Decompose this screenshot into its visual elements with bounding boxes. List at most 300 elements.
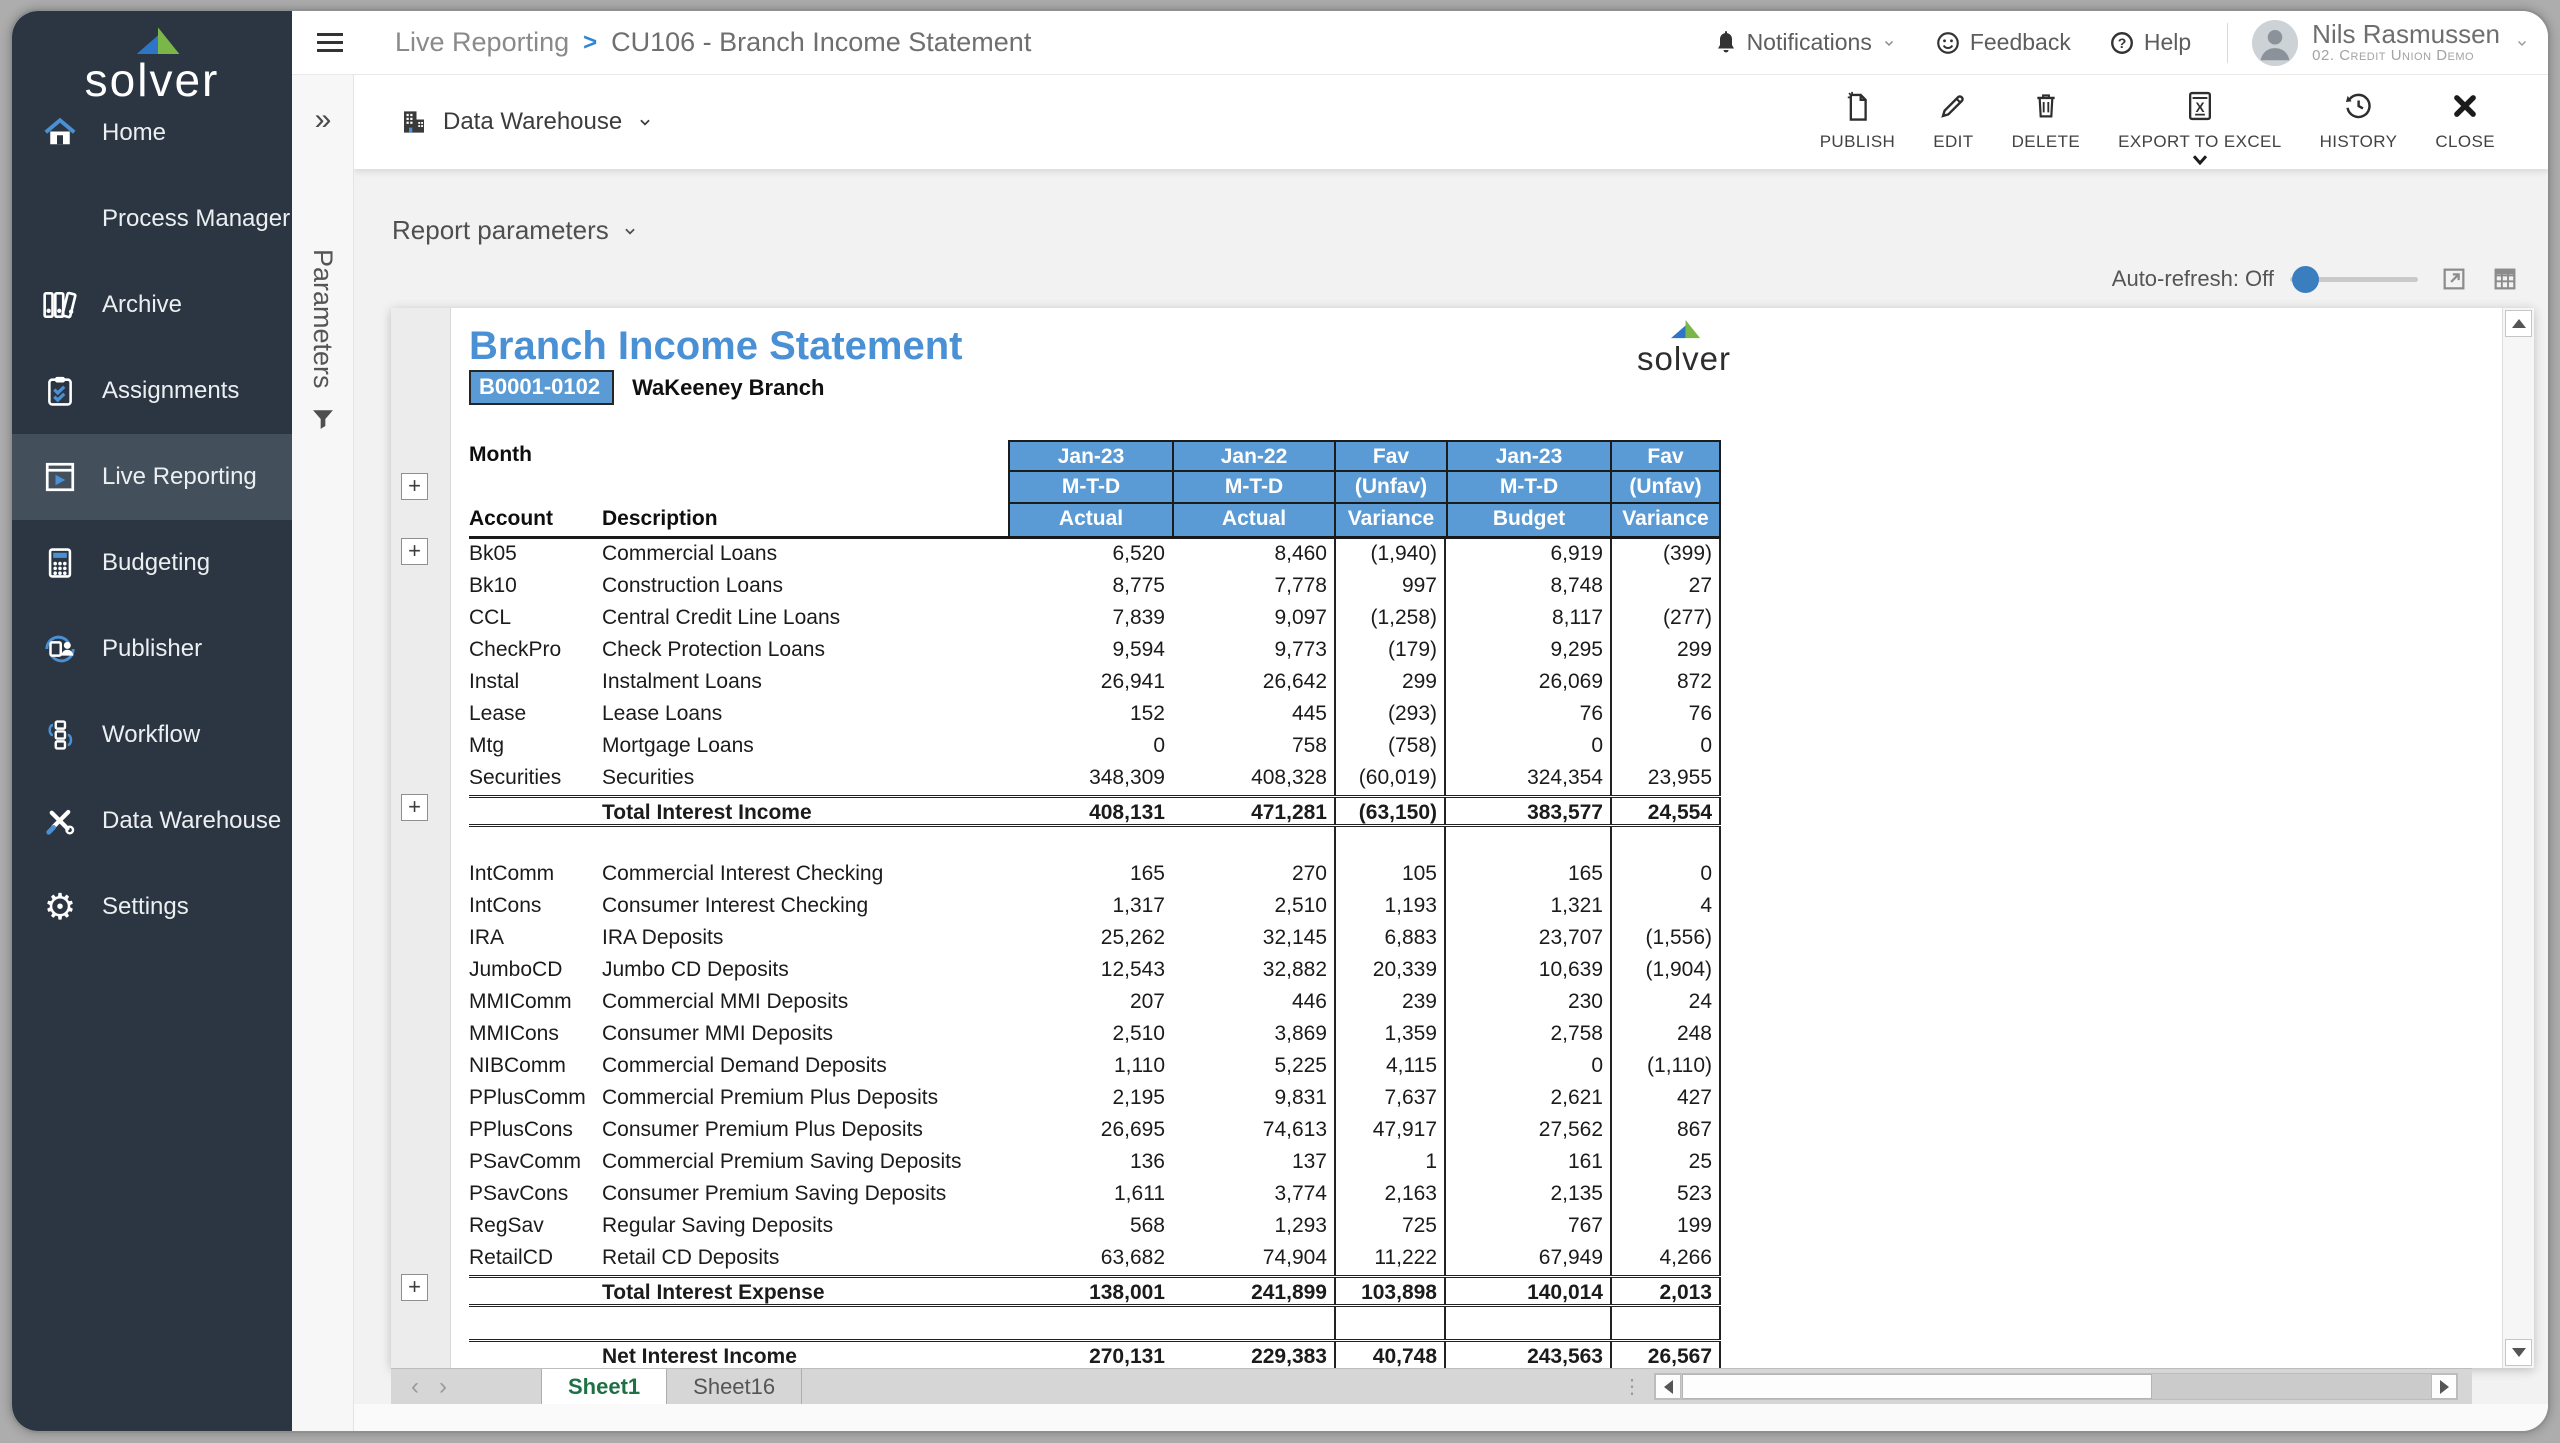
expand-columns-button[interactable]: + (401, 473, 428, 500)
description-cell: Securities (602, 766, 695, 789)
table-row (469, 699, 1721, 731)
divider (2227, 23, 2228, 63)
table-row (469, 1083, 1721, 1115)
account-cell: MMIComm (469, 990, 572, 1013)
report-parameters-toggle[interactable] (392, 215, 639, 246)
value-cell: 8,775 (1112, 574, 1165, 597)
table-row (469, 1211, 1721, 1243)
account-cell: CheckPro (469, 638, 562, 661)
table-row (469, 667, 1721, 699)
value-cell: 0 (1610, 859, 1721, 891)
notifications-label: Notifications (1746, 29, 1872, 55)
value-cell: 105 (1334, 859, 1446, 891)
value-cell: 10,639 (1538, 958, 1603, 981)
value-cell: 161 (1567, 1150, 1603, 1173)
description-cell: Commercial MMI Deposits (602, 990, 849, 1013)
data-source-label: Data Warehouse (443, 108, 623, 135)
description-cell: Mortgage Loans (602, 734, 754, 757)
value-cell: 76 (1610, 699, 1721, 731)
auto-refresh-label: Auto-refresh: Off (2111, 266, 2274, 291)
total-row (469, 795, 1721, 827)
description-cell: IRA Deposits (602, 926, 724, 949)
value-cell: 230 (1567, 990, 1603, 1013)
notifications-button[interactable] (1714, 29, 1897, 56)
sidebar-item-settings[interactable] (12, 864, 292, 950)
scroll-up-button[interactable] (2505, 310, 2532, 337)
header-row-month (469, 440, 1721, 472)
table-row (469, 763, 1721, 795)
sidebar-item-label: Process Manager (102, 205, 291, 232)
footer-band (354, 1404, 2548, 1431)
account-cell: Bk05 (469, 542, 517, 565)
account-cell: IntComm (469, 862, 555, 885)
svg-text:?: ? (2117, 34, 2127, 51)
value-cell: 20,339 (1334, 955, 1446, 987)
income-statement-table (469, 440, 1721, 1368)
table-row (469, 571, 1721, 603)
value-cell: 2,195 (1112, 1086, 1165, 1109)
history-button[interactable] (2301, 79, 2417, 152)
publish-icon (1842, 89, 1872, 123)
expand-total-income-button[interactable]: + (401, 794, 428, 821)
expand-rows-button[interactable]: + (401, 538, 428, 565)
value-cell: 152 (1129, 702, 1165, 725)
solver-logo-mark-icon (134, 27, 198, 57)
blank-icon (40, 199, 80, 239)
scroll-right-button[interactable] (2431, 1374, 2457, 1399)
value-cell: 9,295 (1550, 638, 1603, 661)
value-cell: 26,695 (1100, 1118, 1165, 1141)
description-cell: Consumer Premium Saving Deposits (602, 1182, 947, 1205)
value-cell: 6,919 (1550, 542, 1603, 565)
export-to-excel-button[interactable] (2099, 79, 2300, 166)
value-cell: 1,317 (1112, 894, 1165, 917)
value-cell: 47,917 (1334, 1115, 1446, 1147)
value-cell: 74,904 (1262, 1246, 1327, 1269)
close-label: CLOSE (2435, 131, 2495, 151)
sheet-tab-bar (391, 1368, 2472, 1404)
sidebar-item-label: Settings (102, 893, 189, 920)
description-cell: Construction Loans (602, 574, 783, 597)
value-cell: 0 (1610, 731, 1721, 763)
account-cell: Instal (469, 670, 520, 693)
expand-total-expense-button[interactable]: + (401, 1274, 428, 1301)
value-cell: (1,110) (1610, 1051, 1721, 1083)
value-cell: 8,748 (1550, 574, 1603, 597)
horizontal-scrollbar[interactable] (1654, 1373, 2458, 1400)
value-cell: 199 (1610, 1211, 1721, 1243)
sidebar-item-label: Archive (102, 291, 183, 318)
table-cell (469, 1307, 602, 1339)
account-cell: CCL (469, 606, 512, 629)
value-cell: 27 (1610, 571, 1721, 603)
value-cell: 23,707 (1538, 926, 1603, 949)
building-icon (399, 107, 429, 137)
header-cell: Jan-23 (1446, 440, 1610, 472)
table-cell (469, 827, 602, 859)
value-cell: 25,262 (1100, 926, 1165, 949)
table-cell (469, 1278, 602, 1304)
value-cell: (293) (1334, 699, 1446, 731)
account-cell: JumboCD (469, 958, 563, 981)
help-button[interactable] (2109, 29, 2191, 56)
description-cell: Lease Loans (602, 702, 723, 725)
value-cell: 24,554 (1610, 798, 1721, 824)
value-cell: 26,567 (1610, 1342, 1721, 1368)
value-cell: 872 (1610, 667, 1721, 699)
scroll-left-button[interactable] (1655, 1374, 1681, 1399)
account-cell: RetailCD (469, 1246, 554, 1269)
value-cell (1172, 827, 1334, 859)
excel-icon (2186, 89, 2214, 123)
close-x-icon (2451, 89, 2479, 123)
month-label: Month (469, 443, 532, 466)
value-cell: 6,883 (1334, 923, 1446, 955)
value-cell: 63,682 (1100, 1246, 1165, 1269)
collapse-rail-icon[interactable]: » (314, 103, 332, 136)
table-row (469, 1115, 1721, 1147)
user-avatar[interactable] (2252, 20, 2298, 66)
edit-pencil-icon (1938, 89, 1968, 123)
edit-label: EDIT (1933, 131, 1974, 151)
toolbar-actions (1801, 79, 2548, 166)
table-row (469, 1243, 1721, 1275)
value-cell: 7,778 (1274, 574, 1327, 597)
parameters-rail (292, 75, 354, 1431)
value-cell: 2,510 (1112, 1022, 1165, 1045)
value-cell: 137 (1291, 1150, 1327, 1173)
account-header: Account (469, 507, 553, 530)
value-cell: 299 (1334, 667, 1446, 699)
source-chevron-down-icon (636, 115, 654, 129)
table-row (469, 955, 1721, 987)
value-cell: 867 (1610, 1115, 1721, 1147)
value-cell: 1,611 (1114, 1182, 1165, 1205)
table-row (469, 635, 1721, 667)
scroll-down-button[interactable] (2505, 1339, 2532, 1366)
user-block[interactable] (2312, 18, 2500, 65)
data-source-selector[interactable] (399, 107, 654, 137)
value-cell: 6,520 (1112, 542, 1165, 565)
value-cell: 270 (1291, 862, 1327, 885)
value-cell (1610, 827, 1721, 859)
value-cell: (399) (1610, 539, 1721, 571)
value-cell: 997 (1334, 571, 1446, 603)
value-cell: 383,577 (1527, 801, 1603, 824)
report-solver-logo (1629, 320, 1739, 378)
popout-icon[interactable] (2440, 265, 2468, 293)
value-cell: 767 (1567, 1214, 1603, 1237)
value-cell: 324,354 (1527, 766, 1603, 789)
account-cell: Securities (469, 766, 562, 789)
account-cell: Bk10 (469, 574, 517, 597)
horizontal-scroll-thumb[interactable] (1682, 1374, 2152, 1399)
description-cell: Instalment Loans (602, 670, 762, 693)
value-cell (1334, 827, 1446, 859)
header-cell: M-T-D (1008, 472, 1172, 504)
help-label: Help (2143, 29, 2192, 55)
report-logo-text: solver (1636, 340, 1732, 377)
header-cell: Budget (1446, 504, 1610, 536)
report-toolbar (354, 75, 2548, 169)
publisher-icon (40, 629, 80, 669)
value-cell: 239 (1334, 987, 1446, 1019)
table-cell (602, 1307, 1008, 1339)
value-cell: 2,135 (1550, 1182, 1603, 1205)
value-cell: 1,193 (1334, 891, 1446, 923)
value-cell: 2,510 (1274, 894, 1327, 917)
sidebar-item-process-manager[interactable] (12, 176, 292, 262)
value-cell: 1,110 (1114, 1054, 1165, 1077)
publish-button[interactable] (1801, 79, 1915, 152)
value-cell: 1 (1334, 1147, 1446, 1179)
trash-icon (2032, 89, 2060, 123)
value-cell: 348,309 (1089, 766, 1165, 789)
grouping-gutter (391, 308, 451, 1368)
total-row (469, 1275, 1721, 1307)
value-cell: 165 (1129, 862, 1165, 885)
publish-label: PUBLISH (1819, 131, 1896, 151)
description-cell: Regular Saving Deposits (602, 1214, 834, 1237)
svg-text:X: X (2195, 99, 2205, 115)
description-cell: Commercial Premium Saving Deposits (602, 1150, 962, 1173)
header-cell: (Unfav) (1610, 472, 1721, 504)
prev-sheet-icon[interactable]: ‹ (411, 1372, 419, 1400)
account-cell: NIBComm (469, 1054, 566, 1077)
value-cell: 9,773 (1274, 638, 1327, 661)
value-cell: 408,328 (1251, 766, 1327, 789)
value-cell: 140,014 (1527, 1281, 1603, 1304)
user-chevron-down-icon[interactable] (2514, 37, 2530, 49)
value-cell: 0 (1591, 1054, 1603, 1077)
sidebar-item-home[interactable] (12, 90, 292, 176)
description-cell: Consumer MMI Deposits (602, 1022, 834, 1045)
value-cell: 445 (1291, 702, 1327, 725)
next-sheet-icon[interactable]: › (439, 1372, 447, 1400)
value-cell: 25 (1610, 1147, 1721, 1179)
value-cell: 2,163 (1334, 1179, 1446, 1211)
value-cell: 136 (1129, 1150, 1165, 1173)
value-cell: 27,562 (1538, 1118, 1603, 1141)
data-warehouse-icon (40, 801, 80, 841)
value-cell: 4,115 (1334, 1051, 1446, 1083)
account-cell: PPlusComm (469, 1086, 586, 1109)
auto-refresh-slider[interactable] (2290, 277, 2418, 282)
tab-sheet16[interactable]: Sheet16 (667, 1369, 802, 1404)
spacer-row (469, 1307, 1721, 1339)
value-cell: 427 (1610, 1083, 1721, 1115)
sidebar-item-publisher[interactable] (12, 606, 292, 692)
value-cell: 3,774 (1274, 1182, 1327, 1205)
value-cell: 4 (1610, 891, 1721, 923)
value-cell: 408,131 (1089, 801, 1165, 824)
header-row-period (469, 472, 1721, 504)
value-cell: (1,258) (1334, 603, 1446, 635)
account-cell: IntCons (469, 894, 542, 917)
archive-icon (40, 285, 80, 325)
vertical-scrollbar[interactable] (2502, 308, 2534, 1368)
header-cell: M-T-D (1446, 472, 1610, 504)
net-income-row (469, 1339, 1721, 1368)
filter-funnel-icon[interactable] (309, 405, 337, 433)
value-cell: 7,839 (1112, 606, 1165, 629)
value-cell: 74,613 (1262, 1118, 1327, 1141)
description-header: Description (602, 507, 718, 530)
table-cell (469, 798, 602, 824)
sidebar-item-label: Home (102, 119, 167, 146)
report-parameters-chevron-down-icon (621, 224, 639, 238)
value-cell: 725 (1334, 1211, 1446, 1243)
value-cell: 67,949 (1538, 1246, 1603, 1269)
table-header (469, 440, 1721, 539)
header-cell: Jan-23 (1008, 440, 1172, 472)
entity-code-cell[interactable]: B0001-0102 (469, 370, 614, 405)
value-cell: 26,941 (1100, 670, 1165, 693)
value-cell: 26,069 (1538, 670, 1603, 693)
sidebar-nav (12, 90, 292, 950)
value-cell: (63,150) (1334, 798, 1446, 824)
close-button[interactable] (2416, 79, 2514, 152)
value-cell (1008, 827, 1172, 859)
report-title: Branch Income Statement (469, 324, 963, 368)
feedback-button[interactable] (1935, 29, 2071, 56)
live-reporting-icon (40, 457, 80, 497)
sidebar-item-assignments[interactable] (12, 348, 292, 434)
value-cell: 207 (1129, 990, 1165, 1013)
value-cell: 8,460 (1274, 542, 1327, 565)
total-label: Total Interest Expense (602, 1281, 825, 1304)
table-row (469, 987, 1721, 1019)
header-cell: Variance (1610, 504, 1721, 536)
sidebar-item-data-warehouse[interactable] (12, 778, 292, 864)
value-cell: 2,621 (1550, 1086, 1603, 1109)
value-cell: 446 (1291, 990, 1327, 1013)
smiley-icon (1935, 30, 1961, 56)
table-row (469, 859, 1721, 891)
settings-gear-icon: ⚙ (43, 886, 77, 927)
topbar (292, 11, 2548, 75)
topbar-right (1702, 20, 2548, 66)
value-cell: 26,642 (1262, 670, 1327, 693)
header-row-type (469, 504, 1721, 536)
value-cell: 40,748 (1334, 1342, 1446, 1368)
value-cell: 0 (1591, 734, 1603, 757)
sidebar-item-label: Live Reporting (102, 463, 257, 490)
value-cell: 270,131 (1089, 1345, 1165, 1368)
value-cell: 1,293 (1274, 1214, 1327, 1237)
sidebar-item-label: Budgeting (102, 549, 211, 576)
report-logo-mark-icon (1669, 320, 1713, 340)
help-icon (2109, 30, 2135, 56)
value-cell: 4,266 (1610, 1243, 1721, 1275)
value-cell: 568 (1129, 1214, 1165, 1237)
header-cell: M-T-D (1172, 472, 1334, 504)
bell-icon (1714, 30, 1738, 56)
account-cell: RegSav (469, 1214, 544, 1237)
hamburger-menu-icon[interactable] (317, 31, 347, 55)
account-cell: PSavComm (469, 1150, 582, 1173)
delete-button[interactable] (1993, 79, 2100, 152)
value-cell: 9,097 (1274, 606, 1327, 629)
sidebar-item-workflow[interactable] (12, 692, 292, 778)
value-cell: 1,359 (1334, 1019, 1446, 1051)
sidebar-item-label: Data Warehouse (102, 807, 282, 834)
value-cell: (179) (1334, 635, 1446, 667)
auto-refresh-knob[interactable] (2292, 266, 2319, 293)
spacer-row (469, 827, 1721, 859)
table-row (469, 1179, 1721, 1211)
header-cell: Jan-22 (1172, 440, 1334, 472)
total-label: Total Interest Income (602, 801, 812, 824)
table-cell (469, 1342, 602, 1368)
table-row (469, 731, 1721, 763)
value-cell (1172, 1307, 1334, 1339)
table-row (469, 539, 1721, 571)
value-cell: 24 (1610, 987, 1721, 1019)
table-row (469, 891, 1721, 923)
delete-label: DELETE (2011, 131, 2081, 151)
user-name: Nils Rasmussen (2312, 18, 2500, 49)
description-cell: Check Protection Loans (602, 638, 825, 661)
table-cell (602, 827, 1008, 859)
table-row (469, 1051, 1721, 1083)
value-cell: 2,013 (1610, 1278, 1721, 1304)
value-cell (1008, 1307, 1172, 1339)
net-label: Net Interest Income (602, 1345, 797, 1368)
value-cell: 471,281 (1251, 801, 1327, 824)
description-cell: Commercial Interest Checking (602, 862, 884, 885)
value-cell: (758) (1334, 731, 1446, 763)
value-cell: 32,145 (1262, 926, 1327, 949)
tab-sheet1[interactable]: Sheet1 (541, 1369, 667, 1404)
edit-button[interactable] (1914, 79, 1992, 152)
table-cell (469, 472, 1008, 504)
value-cell: 3,869 (1274, 1022, 1327, 1045)
header-cell: Fav (1610, 440, 1721, 472)
value-cell (1446, 1307, 1610, 1339)
value-cell: 11,222 (1334, 1243, 1446, 1275)
header-cell: Actual (1172, 504, 1334, 536)
value-cell: 248 (1610, 1019, 1721, 1051)
history-label: HISTORY (2319, 131, 2398, 151)
value-cell: 523 (1610, 1179, 1721, 1211)
feedback-label: Feedback (1969, 29, 2071, 55)
description-cell: Commercial Demand Deposits (602, 1054, 887, 1077)
sidebar-item-archive[interactable] (12, 262, 292, 348)
sheetbar-resize-handle[interactable]: ⋮ (1622, 1375, 1642, 1398)
value-cell: 299 (1610, 635, 1721, 667)
breadcrumb-section[interactable]: Live Reporting (395, 27, 570, 57)
sidebar (12, 11, 292, 1431)
grid-table-icon[interactable] (2490, 265, 2520, 293)
description-cell: Jumbo CD Deposits (602, 958, 789, 981)
report-viewport (391, 308, 2534, 1368)
entity-name: WaKeeney Branch (632, 374, 825, 400)
breadcrumb-separator: > (583, 28, 598, 56)
value-cell: 7,637 (1334, 1083, 1446, 1115)
description-cell: Retail CD Deposits (602, 1246, 780, 1269)
value-cell: (1,904) (1610, 955, 1721, 987)
export-chevron-down-icon (2191, 154, 2209, 166)
sidebar-item-live-reporting[interactable] (12, 434, 292, 520)
value-cell: 32,882 (1262, 958, 1327, 981)
description-cell: Commercial Loans (602, 542, 778, 565)
value-cell (1610, 1307, 1721, 1339)
sidebar-item-budgeting[interactable] (12, 520, 292, 606)
description-cell: Consumer Interest Checking (602, 894, 869, 917)
description-cell: Consumer Premium Plus Deposits (602, 1118, 923, 1141)
description-cell: Central Credit Line Loans (602, 606, 841, 629)
